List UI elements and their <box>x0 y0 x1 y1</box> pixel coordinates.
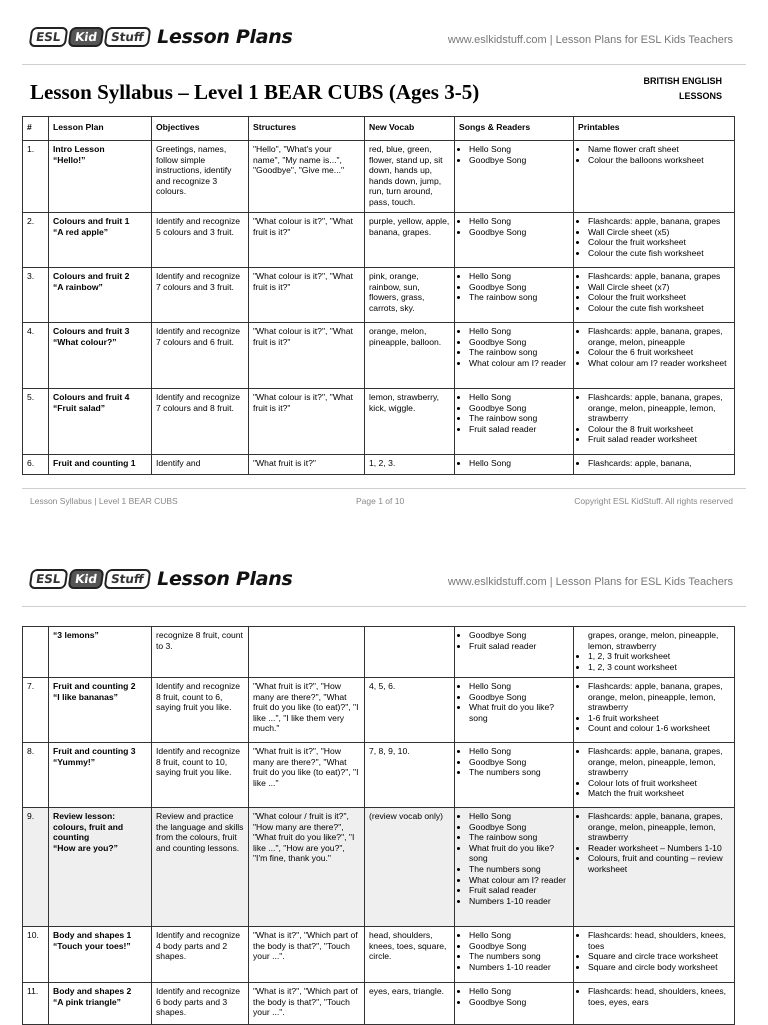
lesson-number: 4. <box>23 323 49 389</box>
printable-item: • Reader worksheet – Numbers 1-10 <box>588 843 730 854</box>
lesson-number: 8. <box>23 743 49 808</box>
printable-item: • Colour the 8 fruit worksheet <box>588 424 730 435</box>
songs-list <box>459 392 569 434</box>
printables-cell <box>574 627 735 678</box>
vocab-cell: 4, 5, 6. <box>365 678 455 743</box>
table-row <box>23 389 735 455</box>
vocab-cell: 7, 8, 9, 10. <box>365 743 455 808</box>
lesson-plan-line: Fruit and counting 1 <box>53 458 136 468</box>
songs-list <box>459 458 569 469</box>
printables-list <box>578 144 730 165</box>
table-row <box>23 983 735 1025</box>
printable-item: • What colour am I? reader worksheet <box>588 358 730 369</box>
song-item: • Hello Song <box>469 326 569 337</box>
table-row <box>23 455 735 475</box>
vocab-cell: 1, 2, 3. <box>365 455 455 475</box>
song-item: • Hello Song <box>469 458 569 469</box>
lesson-number: 7. <box>23 678 49 743</box>
songs-cell <box>455 268 574 323</box>
song-item: • What colour am I? reader <box>469 358 569 369</box>
song-item: • The rainbow song <box>469 347 569 358</box>
song-item: • The rainbow song <box>469 413 569 424</box>
structures-cell: "What colour / fruit is it?", "How many are there?", "What fruit do you like?", "I like ...", "How are you?", "I'm fine, thank you." <box>249 808 365 927</box>
printables-cell <box>574 678 735 743</box>
song-item: • Hello Song <box>469 144 569 155</box>
lesson-plan-line: Body and shapes 1 <box>53 930 132 940</box>
lesson-number: 2. <box>23 213 49 268</box>
copyright: Copyright ESL KidStuff. All rights reserved <box>574 496 733 506</box>
vocab-cell: (review vocab only) <box>365 808 455 927</box>
printable-item: • 1-6 fruit worksheet <box>588 713 730 724</box>
printable-item: • Colour the balloons worksheet <box>588 155 730 166</box>
column-header: Structures <box>249 117 365 141</box>
table-row <box>23 213 735 268</box>
song-item: • Numbers 1-10 reader <box>469 962 569 973</box>
table-row <box>23 268 735 323</box>
objectives-cell: Greetings, names, follow simple instructions, identify and recognize 3 colours. <box>152 141 249 213</box>
lesson-plan-line: “Yummy!” <box>53 756 96 767</box>
song-item: • Hello Song <box>469 681 569 692</box>
objectives-cell: recognize 8 fruit, count to 3. <box>152 627 249 678</box>
column-header: Printables <box>574 117 735 141</box>
vocab-cell: head, shoulders, knees, toes, square, circle. <box>365 927 455 983</box>
printables-cell <box>574 213 735 268</box>
song-item: • The numbers song <box>469 767 569 778</box>
printable-item: • Fruit salad reader worksheet <box>588 434 730 445</box>
song-item: • Goodbye Song <box>469 282 569 293</box>
lesson-plan-cell <box>49 389 152 455</box>
song-item: • The rainbow song <box>469 832 569 843</box>
lesson-plan-line: “3 lemons” <box>53 630 99 640</box>
song-item: • Goodbye Song <box>469 997 569 1008</box>
syllabus-table-continued <box>22 626 735 1025</box>
lesson-plan-cell <box>49 743 152 808</box>
vocab-cell: eyes, ears, triangle. <box>365 983 455 1025</box>
song-item: • Hello Song <box>469 392 569 403</box>
printable-item: • Wall Circle sheet (x5) <box>588 227 730 238</box>
song-item: • What fruit do you like? song <box>469 843 569 864</box>
songs-list <box>459 746 569 778</box>
logo-block: Stuff <box>103 569 150 589</box>
printables-cell <box>574 927 735 983</box>
song-item: • Fruit salad reader <box>469 885 569 896</box>
objectives-cell: Identify and recognize 5 colours and 3 fruit. <box>152 213 249 268</box>
song-item: • Hello Song <box>469 811 569 822</box>
songs-cell <box>455 808 574 927</box>
vocab-cell <box>365 627 455 678</box>
song-item: • The rainbow song <box>469 292 569 303</box>
printables-cell <box>574 141 735 213</box>
vocab-cell: orange, melon, pineapple, balloon. <box>365 323 455 389</box>
badge-line: BRITISH ENGLISH <box>643 76 722 86</box>
song-item: • The numbers song <box>469 864 569 875</box>
lesson-plan-cell <box>49 213 152 268</box>
songs-list <box>459 216 569 237</box>
lesson-plan-line: Colours and fruit 4 <box>53 392 130 402</box>
column-header: New Vocab <box>365 117 455 141</box>
song-item: • The numbers song <box>469 951 569 962</box>
songs-cell <box>455 213 574 268</box>
lesson-number: 5. <box>23 389 49 455</box>
songs-cell <box>455 389 574 455</box>
songs-list <box>459 271 569 303</box>
printables-list <box>578 651 730 672</box>
lesson-plan-line: “A red apple” <box>53 226 109 237</box>
objectives-cell: Identify and <box>152 455 249 475</box>
lesson-plan-cell <box>49 268 152 323</box>
column-header: # <box>23 117 49 141</box>
footer-divider <box>22 488 746 489</box>
logo <box>30 568 292 590</box>
song-item: • What colour am I? reader <box>469 875 569 886</box>
printable-item: • Colour the 6 fruit worksheet <box>588 347 730 358</box>
printable-item: • Flashcards: apple, banana, grapes, orange, melon, pineapple <box>588 326 730 347</box>
song-item: • Hello Song <box>469 271 569 282</box>
lesson-plan-line: “Fruit salad” <box>53 402 106 413</box>
vocab-cell: lemon, strawberry, kick, wiggle. <box>365 389 455 455</box>
songs-cell <box>455 743 574 808</box>
printables-cell <box>574 983 735 1025</box>
vocab-cell: red, blue, green, flower, stand up, sit down, hands up, hands down, jump, run, turn around, pass, touch. <box>365 141 455 213</box>
badge-line: LESSONS <box>678 91 722 101</box>
song-item: • Fruit salad reader <box>469 424 569 435</box>
structures-cell: "What fruit is it?", "How many are there?", "What fruit do you like (to eat)?", "I like ..." <box>249 743 365 808</box>
syllabus-table <box>22 116 735 475</box>
logo <box>30 26 292 48</box>
printables-list <box>578 746 730 799</box>
lesson-plan-cell <box>49 323 152 389</box>
vocab-cell: purple, yellow, apple, banana, grapes. <box>365 213 455 268</box>
logo-block: ESL <box>29 27 68 47</box>
printable-item: • Colour the cute fish worksheet <box>588 248 730 259</box>
printable-item: • Colour the fruit worksheet <box>588 237 730 248</box>
printable-item: • Flashcards: apple, banana, grapes, orange, melon, pineapple, lemon, strawberry <box>588 811 730 843</box>
lesson-plan-line: Body and shapes 2 <box>53 986 132 996</box>
printables-list <box>578 326 730 368</box>
page-header <box>30 568 733 598</box>
printable-item: • Colour lots of fruit worksheet <box>588 778 730 789</box>
songs-cell <box>455 678 574 743</box>
lesson-plan-cell <box>49 455 152 475</box>
printables-cell <box>574 808 735 927</box>
structures-cell: "What fruit is it?", "How many are there?", "What fruit do you like (to eat)?", "I like ...", "I like them very much." <box>249 678 365 743</box>
printable-item: • Flashcards: apple, banana, <box>588 458 730 469</box>
objectives-cell: Identify and recognize 7 colours and 3 fruit. <box>152 268 249 323</box>
vocab-cell: pink, orange, rainbow, sun, flowers, grass, carrots, sky. <box>365 268 455 323</box>
printables-cell <box>574 389 735 455</box>
logo-block: Stuff <box>103 27 150 47</box>
printables-cell <box>574 323 735 389</box>
songs-cell <box>455 141 574 213</box>
structures-cell: "What is it?", "Which part of the body is that?", "Touch your ...". <box>249 927 365 983</box>
printable-item: • 1, 2, 3 count worksheet <box>588 662 730 673</box>
printable-item: • Wall Circle sheet (x7) <box>588 282 730 293</box>
lesson-plan-line: “A rainbow” <box>53 281 103 292</box>
song-item: • Goodbye Song <box>469 822 569 833</box>
lesson-plan-line: Fruit and counting 2 <box>53 681 136 691</box>
lesson-plan-line: Colours and fruit 2 <box>53 271 130 281</box>
site-link[interactable]: www.eslkidstuff.com | Lesson Plans for ESL Kids Teachers <box>447 576 733 588</box>
printables-list <box>578 681 730 734</box>
songs-list <box>459 144 569 165</box>
lesson-plan-line: “Hello!” <box>53 154 86 165</box>
logo-block: Kid <box>67 569 104 589</box>
printable-item: • Flashcards: apple, banana, grapes, orange, melon, pineapple, lemon, strawberry <box>588 681 730 713</box>
structures-cell: "What fruit is it?" <box>249 455 365 475</box>
printable-item: • Name flower craft sheet <box>588 144 730 155</box>
printables-list <box>578 458 730 469</box>
printable-item: • Flashcards: apple, banana, grapes, orange, melon, pineapple, lemon, strawberry <box>588 392 730 424</box>
lesson-plan-line: Colours and fruit 1 <box>53 216 130 226</box>
lesson-plan-line: Fruit and counting 3 <box>53 746 136 756</box>
song-item: • Numbers 1-10 reader <box>469 896 569 907</box>
song-item: • What fruit do you like? song <box>469 702 569 723</box>
songs-cell <box>455 927 574 983</box>
song-item: • Goodbye Song <box>469 337 569 348</box>
table-header-row <box>23 117 735 141</box>
song-item: • Hello Song <box>469 986 569 997</box>
song-item: • Goodbye Song <box>469 941 569 952</box>
song-item: • Fruit salad reader <box>469 641 569 652</box>
table-row <box>23 141 735 213</box>
structures-cell: "What colour is it?", "What fruit is it?" <box>249 213 365 268</box>
lesson-plan-line: “I like bananas” <box>53 691 118 702</box>
song-item: • Goodbye Song <box>469 630 569 641</box>
song-item: • Goodbye Song <box>469 155 569 166</box>
table-row <box>23 678 735 743</box>
objectives-cell: Identify and recognize 7 colours and 8 fruit. <box>152 389 249 455</box>
printables-cell <box>574 743 735 808</box>
lesson-number: 10. <box>23 927 49 983</box>
objectives-cell: Identify and recognize 8 fruit, count to 6, saying fruit you like. <box>152 678 249 743</box>
table-row <box>23 927 735 983</box>
song-item: • Hello Song <box>469 746 569 757</box>
lesson-number: 3. <box>23 268 49 323</box>
songs-list <box>459 681 569 723</box>
song-item: • Goodbye Song <box>469 403 569 414</box>
lesson-plan-cell <box>49 678 152 743</box>
lesson-number: 11. <box>23 983 49 1025</box>
printables-list <box>578 271 730 313</box>
page-number: Page 1 of 10 <box>356 496 405 506</box>
lesson-number: 1. <box>23 141 49 213</box>
structures-cell <box>249 627 365 678</box>
column-header: Objectives <box>152 117 249 141</box>
language-badge <box>643 74 722 104</box>
column-header: Lesson Plan <box>49 117 152 141</box>
printable-item: • 1, 2, 3 fruit worksheet <box>588 651 730 662</box>
songs-list <box>459 630 569 651</box>
logo-block: ESL <box>29 569 68 589</box>
song-item: • Goodbye Song <box>469 227 569 238</box>
lesson-plan-cell <box>49 927 152 983</box>
printable-item: • Flashcards: apple, banana, grapes <box>588 271 730 282</box>
objectives-cell: Identify and recognize 4 body parts and 2 shapes. <box>152 927 249 983</box>
printable-item: • Flashcards: head, shoulders, knees, toes, eyes, ears <box>588 986 730 1007</box>
lesson-plan-line: “Touch your toes!” <box>53 940 131 951</box>
objectives-cell: Identify and recognize 7 colours and 6 fruit. <box>152 323 249 389</box>
songs-list <box>459 930 569 972</box>
printable-item: • Flashcards: head, shoulders, knees, toes <box>588 930 730 951</box>
lesson-number: 6. <box>23 455 49 475</box>
structures-cell: "What colour is it?", "What fruit is it?" <box>249 323 365 389</box>
printable-item: • Flashcards: apple, banana, grapes <box>588 216 730 227</box>
printable-item: • Square and circle body worksheet <box>588 962 730 973</box>
songs-list <box>459 326 569 368</box>
table-row <box>23 627 735 678</box>
lesson-number <box>23 627 49 678</box>
header-divider <box>22 606 746 607</box>
objectives-cell: Identify and recognize 8 fruit, count to 10, saying fruit you like. <box>152 743 249 808</box>
page-footer <box>30 496 733 506</box>
printables-cell <box>574 268 735 323</box>
lesson-plan-line: Review lesson: colours, fruit and counting <box>53 811 124 843</box>
songs-list <box>459 811 569 906</box>
page-header <box>30 26 733 56</box>
printable-item: • Colour the cute fish worksheet <box>588 303 730 314</box>
song-item: • Goodbye Song <box>469 757 569 768</box>
lesson-plan-line: Intro Lesson <box>53 144 105 154</box>
songs-cell <box>455 323 574 389</box>
printable-item: • Flashcards: apple, banana, grapes, orange, melon, pineapple, lemon, strawberry <box>588 746 730 778</box>
table-row <box>23 323 735 389</box>
printable-item: • Match the fruit worksheet <box>588 788 730 799</box>
lesson-plan-cell <box>49 983 152 1025</box>
objectives-cell: Review and practice the language and skills from the colours, fruit and counting lessons. <box>152 808 249 927</box>
songs-cell <box>455 983 574 1025</box>
footer-left: Lesson Syllabus | Level 1 BEAR CUBS <box>30 496 178 506</box>
lesson-plan-line: “How are you?” <box>53 842 118 853</box>
header-divider <box>22 64 746 65</box>
printable-item: • Colours, fruit and counting – review worksheet <box>588 853 730 874</box>
logo-title: Lesson Plans <box>157 568 293 590</box>
table-row <box>23 743 735 808</box>
column-header: Songs & Readers <box>455 117 574 141</box>
song-item: • Goodbye Song <box>469 692 569 703</box>
printables-cell <box>574 455 735 475</box>
lesson-plan-cell <box>49 627 152 678</box>
printable-continued: grapes, orange, melon, pineapple, lemon, strawberry <box>588 630 719 651</box>
lesson-number: 9. <box>23 808 49 927</box>
site-link[interactable]: www.eslkidstuff.com | Lesson Plans for ESL Kids Teachers <box>447 34 733 46</box>
printables-list <box>578 216 730 258</box>
lesson-plan-cell <box>49 141 152 213</box>
printable-item: • Square and circle trace worksheet <box>588 951 730 962</box>
objectives-cell: Identify and recognize 6 body parts and 3 shapes. <box>152 983 249 1025</box>
printable-item: • Colour the fruit worksheet <box>588 292 730 303</box>
printable-item: • Count and colour 1-6 worksheet <box>588 723 730 734</box>
structures-cell: "Hello", "What's your name", "My name is...", "Goodbye", "Give me..." <box>249 141 365 213</box>
printables-list <box>578 811 730 875</box>
printables-list <box>578 392 730 445</box>
lesson-plan-line: Colours and fruit 3 <box>53 326 130 336</box>
printables-list <box>578 986 730 1007</box>
logo-title: Lesson Plans <box>157 26 293 48</box>
songs-cell <box>455 455 574 475</box>
song-item: • Hello Song <box>469 930 569 941</box>
page-title: Lesson Syllabus – Level 1 BEAR CUBS (Ages 3-5) <box>30 80 480 104</box>
table-row <box>23 808 735 927</box>
structures-cell: "What colour is it?", "What fruit is it?" <box>249 389 365 455</box>
printables-list <box>578 930 730 972</box>
songs-list <box>459 986 569 1007</box>
structures-cell: "What colour is it?", "What fruit is it?" <box>249 268 365 323</box>
lesson-plan-line: “What colour?” <box>53 336 117 347</box>
song-item: • Hello Song <box>469 216 569 227</box>
structures-cell: "What is it?", "Which part of the body is that?", "Touch your ...". <box>249 983 365 1025</box>
lesson-plan-cell <box>49 808 152 927</box>
songs-cell <box>455 627 574 678</box>
lesson-plan-line: “A pink triangle” <box>53 996 121 1007</box>
logo-block: Kid <box>67 27 104 47</box>
